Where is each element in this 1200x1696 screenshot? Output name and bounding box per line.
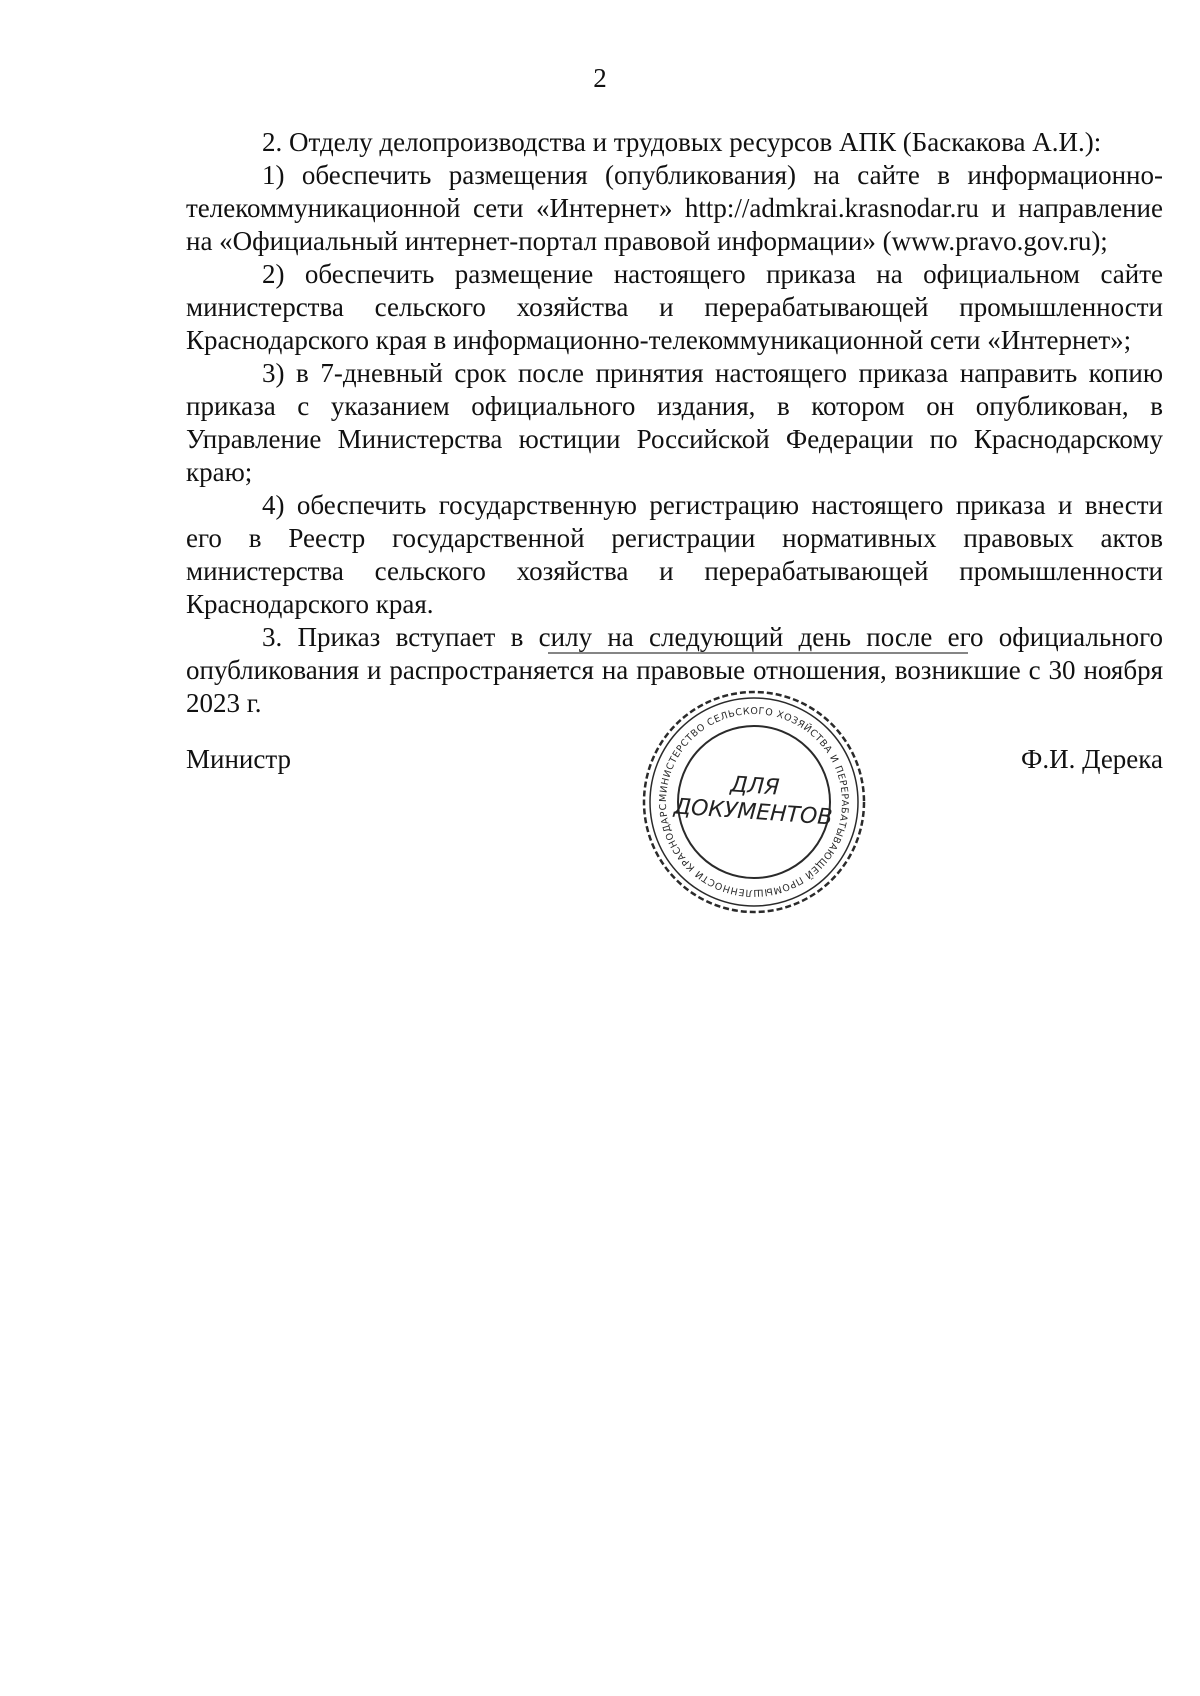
paragraph-section-2: 2. Отделу делопроизводства и трудовых ресурсов АПК (Баскакова А.И.): (262, 127, 1102, 157)
official-stamp (640, 688, 868, 916)
paragraph-item-2: 2) обеспечить размещение настоящего приказа на официальном сайте министерства сельского хозяйства и перерабатывающей промышленности Краснодарского края в информационно-телекоммуникационной сети «Интернет»; (186, 259, 1163, 355)
scan-artifact-line (548, 652, 968, 657)
stamp-center-line1: ДЛЯ (729, 772, 781, 801)
paragraph-item-3: 3) в 7-дневный срок после принятия настоящего приказа направить копию приказа с указанием официального издания, в котором он опубликован, в Управление Министерства юстиции Российской Федерации по Краснодарскому краю; (186, 358, 1163, 487)
stamp-center-line2: ДОКУМЕНТОВ (673, 794, 834, 831)
signatory-position: Министр (186, 744, 291, 774)
paragraph-item-4: 4) обеспечить государственную регистрацию настоящего приказа и внести его в Реестр государственной регистрации нормативных правовых актов министерства сельского хозяйства и перерабатывающей промышленности Краснодарского края. (186, 490, 1163, 619)
paragraph-section-3: 3. Приказ вступает в силу на следующий день после его официального опубликования и распространяется на правовые отношения, возникшие с 30 ноября 2023 г. (186, 622, 1163, 718)
stamp-ring-text: МИНИСТЕРСТВО СЕЛЬСКОГО ХОЗЯЙСТВА И ПЕРЕРАБАТЫВАЮЩЕЙ ПРОМЫШЛЕННОСТИ КРАСНОДАРС (657, 705, 851, 899)
document-body (186, 126, 1163, 720)
paragraph-item-1: 1) обеспечить размещения (опубликования) на сайте в информационно-телекоммуникационной сети «Интернет» http://admkrai.krasnodar.ru и направление на «Официальный интернет-портал правовой информации» (www.pravo.gov.ru); (186, 160, 1163, 256)
signatory-name: Ф.И. Дерека (1021, 744, 1163, 774)
page-number: 2 (593, 63, 607, 93)
